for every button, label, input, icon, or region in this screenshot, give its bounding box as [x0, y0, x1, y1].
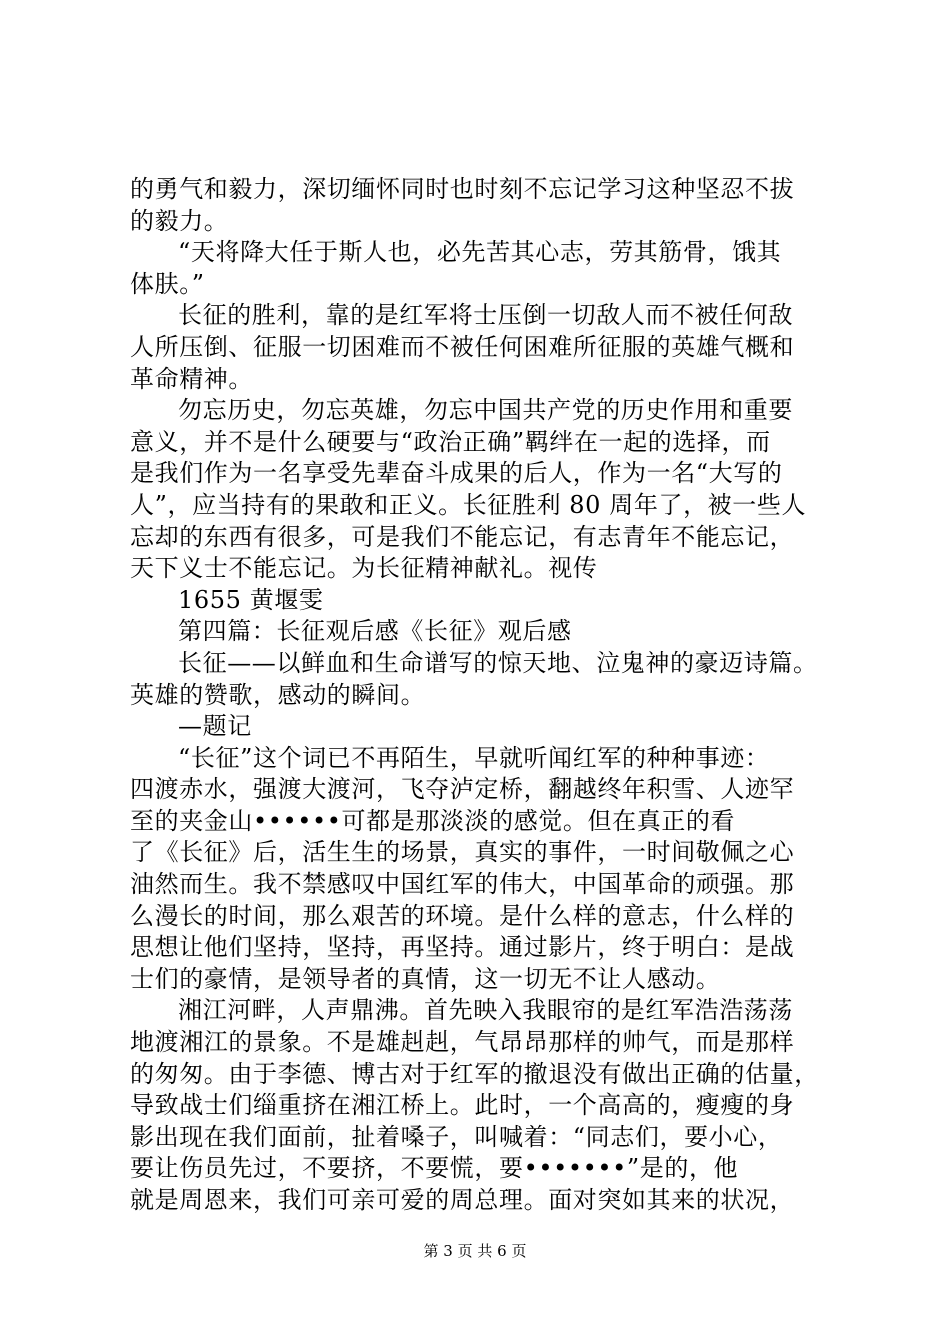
text-line: 第四篇：长征观后感《长征》观后感: [178, 617, 572, 646]
text-line: 人”，应当持有的果敢和正义。长征胜利 80 周年了，被一些人: [130, 490, 807, 519]
text-line: 地渡湘江的景象。不是雄赳赳，气昂昂那样的帅气，而是那样: [130, 1028, 795, 1057]
text-line: 湘江河畔，人声鼎沸。首先映入我眼帘的是红军浩浩荡荡: [178, 996, 793, 1025]
text-line: “天将降大任于斯人也，必先苦其心志，劳其筋骨，饿其: [178, 238, 782, 267]
text-line: 长征的胜利，靠的是红军将士压倒一切敌人而不被任何敌: [178, 301, 793, 330]
text-line: 了《长征》后，活生生的场景，真实的事件，一时间敬佩之心: [130, 838, 795, 867]
text-line: 就是周恩来，我们可亲可爱的周总理。面对突如其来的状况，: [130, 1186, 795, 1214]
text-line: 四渡赤水，强渡大渡河，飞夺泸定桥，翻越终年积雪、人迹罕: [130, 775, 795, 804]
text-line: 的匆匆。由于李德、博古对于红军的撤退没有做出正确的估量，: [130, 1059, 819, 1088]
text-line: 天下义士不能忘记。为长征精神献礼。视传: [130, 554, 598, 583]
text-line: 英雄的赞歌，感动的瞬间。: [130, 680, 426, 709]
text-line: 的毅力。: [130, 206, 229, 235]
text-line: 思想让他们坚持，坚持，再坚持。通过影片，终于明白：是战: [130, 933, 795, 962]
text-line: 油然而生。我不禁感叹中国红军的伟大，中国革命的顽强。那: [130, 870, 795, 899]
document-body: [130, 174, 850, 1217]
text-line: 忘却的东西有很多，可是我们不能忘记，有志青年不能忘记，: [130, 522, 795, 551]
text-line: 导致战士们缁重挤在湘江桥上。此时，一个高高的，瘦瘦的身: [130, 1091, 795, 1120]
text-line: 么漫长的时间，那么艰苦的环境。是什么样的意志，什么样的: [130, 901, 795, 930]
text-line: 要让伤员先过，不要挤，不要慌，要•••••••”是的，他: [130, 1154, 739, 1183]
text-line: 至的夹金山••••••可都是那淡淡的感觉。但在真正的看: [130, 806, 736, 835]
text-line: 人所压倒、征服一切困难而不被任何困难所征服的英雄气概和: [130, 332, 795, 361]
text-line: 是我们作为一名享受先辈奋斗成果的后人，作为一名“大写的: [130, 459, 783, 488]
text-line: 体肤。”: [130, 269, 205, 298]
text-line: 的勇气和毅力，深切缅怀同时也时刻不忘记学习这种坚忍不拔: [130, 175, 795, 203]
page-footer: 第 3 页 共 6 页: [423, 1242, 527, 1260]
text-line: “长征”这个词已不再陌生，早就听闻红军的种种事迹：: [178, 743, 770, 772]
text-line: 勿忘历史，勿忘英雄，勿忘中国共产党的历史作用和重要: [178, 396, 793, 425]
text-line: 1655 黄堰雯: [178, 585, 324, 614]
text-line: 影出现在我们面前，扯着嗓子，叫喊着：“同志们，要小心，: [130, 1122, 783, 1151]
text-line: 意义，并不是什么硬要与“政治正确”羁绊在一起的选择，而: [130, 427, 771, 456]
text-line: 士们的豪情，是领导者的真情，这一切无不让人感动。: [130, 964, 721, 993]
text-line: 长征——以鲜血和生命谱写的惊天地、泣鬼神的豪迈诗篇。: [178, 648, 818, 677]
text-line: —题记: [178, 712, 252, 741]
text-line: 革命精神。: [130, 364, 253, 393]
